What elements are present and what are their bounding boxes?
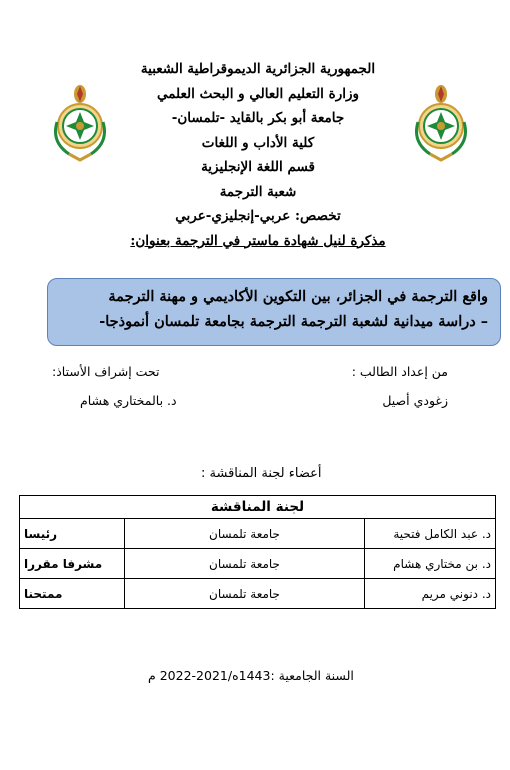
thesis-title-line-1: واقع الترجمة في الجزائر، بين التكوين الأكاديمي و مهنة الترجمة xyxy=(108,288,488,305)
jury-header-row xyxy=(20,496,496,519)
jury-member-name: د. دنوني مريم xyxy=(365,579,496,609)
thesis-intro-line: مذكرة لنيل شهادة ماستر في الترجمة بعنوان: xyxy=(130,232,386,249)
document-header xyxy=(108,57,408,253)
jury-member-role: ممتحنا xyxy=(20,579,125,609)
student-label: من إعداد الطالب : xyxy=(351,364,448,379)
jury-member-university: جامعة تلمسان xyxy=(125,549,365,579)
thesis-title-line-2: – دراسة ميدانية لشعبة الترجمة الترجمة بجامعة تلمسان أنموذجا- xyxy=(99,313,488,330)
university-emblem-icon xyxy=(410,82,472,162)
thesis-title-box xyxy=(47,278,501,346)
student-name: زغودي أصيل xyxy=(382,393,448,408)
jury-table xyxy=(19,495,496,609)
table-row xyxy=(20,579,496,609)
jury-member-name: د. عبد الكامل فتحية xyxy=(365,519,496,549)
jury-member-role: مشرفا مقررا xyxy=(20,549,125,579)
jury-member-university: جامعة تلمسان xyxy=(125,579,365,609)
republic-line: الجمهورية الجزائرية الديموقراطية الشعبية xyxy=(140,61,376,77)
specialty-line: تخصص: عربي-إنجليزي-عربي xyxy=(175,208,341,224)
supervisor-name: د. بالمختاري هشام xyxy=(80,393,177,408)
jury-header: لجنة المناقشة xyxy=(20,496,496,519)
jury-member-role: رئيسا xyxy=(20,519,125,549)
academic-year: السنة الجامعية :1443ه/2021-2022 م xyxy=(148,668,354,683)
faculty-line: كلية الأداب و اللغات xyxy=(201,134,315,151)
jury-member-university: جامعة تلمسان xyxy=(125,519,365,549)
branch-line: شعبة الترجمة xyxy=(219,183,297,200)
supervisor-label: تحت إشراف الأستاذ: xyxy=(52,364,160,379)
university-line: جامعة أبو بكر بالقايد -تلمسان- xyxy=(171,110,345,126)
table-row xyxy=(20,549,496,579)
jury-intro: أعضاء لجنة المناقشة : xyxy=(201,466,322,481)
jury-member-name: د. بن مختاري هشام xyxy=(365,549,496,579)
ministry-line: وزارة التعليم العالي و البحث العلمي xyxy=(156,85,360,102)
department-line: قسم اللغة الإنجليزية xyxy=(201,159,315,175)
university-emblem-icon xyxy=(49,82,111,162)
table-row xyxy=(20,519,496,549)
